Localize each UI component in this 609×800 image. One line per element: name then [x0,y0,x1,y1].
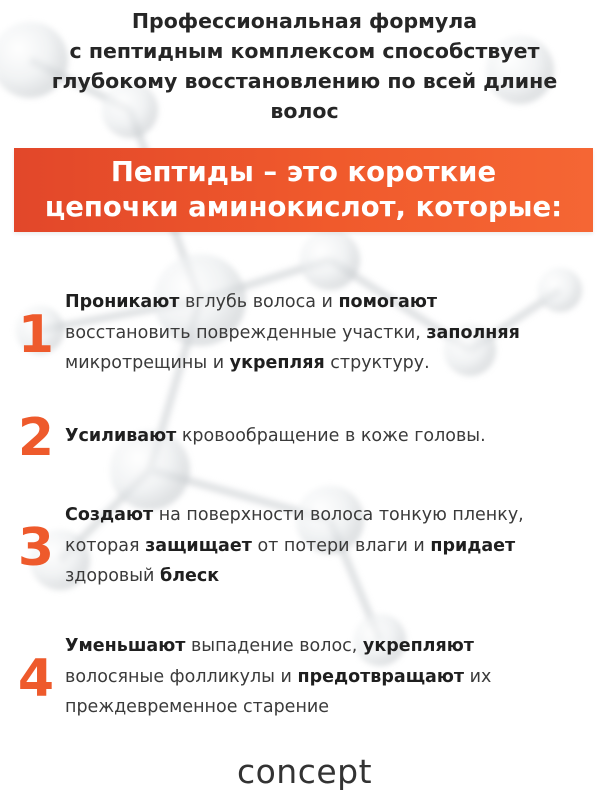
benefit-line [65,348,600,379]
benefit-text [65,500,600,592]
headline [0,6,609,126]
headline-line: Профессиональная формула [131,9,478,33]
headline-line: глубокому восстановлению по всей длине [51,69,558,93]
benefit-number: 1 [17,305,55,365]
body-text: микротрещины и [65,353,230,373]
body-text: здоровый [65,566,160,586]
emphasis-text: Уменьшают [65,636,186,656]
body-text: структуру. [324,353,430,373]
benefit-line [65,561,600,592]
concept-logo: concept [236,752,373,791]
headline-line: с пептидным комплексом способствует [69,39,540,63]
emphasis-text: укрепляя [229,353,325,373]
emphasis-text: помогают [338,292,438,312]
benefit-number: 4 [17,649,55,709]
banner-text [14,155,593,225]
benefit-text [65,421,600,452]
benefit-text [65,287,600,379]
body-text: восстановить поврежденные участки, [65,322,427,343]
body-text: на поверхности волоса тонкую пленку, [153,505,524,525]
benefit-line [65,631,600,662]
emphasis-text: Создают [65,505,154,525]
body-text: выпадение волос, [185,636,363,656]
benefit-line [65,692,600,723]
benefit-line [65,531,600,562]
emphasis-text: блеск [160,566,220,586]
body-text: их [464,666,492,687]
body-text: преждевременное старение [65,697,330,717]
benefit-line [65,662,600,693]
emphasis-text: придает [430,535,516,556]
body-text: кровообращение в коже головы. [176,426,486,446]
benefit-text [65,631,600,723]
peptides-banner [14,148,593,232]
emphasis-text: заполняя [426,322,520,343]
benefit-line [65,318,600,349]
body-text: от потери влаги и [251,535,431,556]
benefit-line [65,421,600,452]
body-text: которая [65,535,146,556]
emphasis-text: предотвращают [297,666,465,687]
emphasis-text: укрепляют [362,636,474,656]
banner-line: Пептиды – это короткие [110,156,497,188]
body-text: волосяные фолликулы и [65,666,298,687]
banner-line: цепочки аминокислот, которые: [44,191,563,223]
emphasis-text: Проникают [65,292,180,312]
emphasis-text: Усиливают [65,426,177,446]
benefit-number: 3 [17,518,55,578]
benefit-line [65,500,600,531]
body-text: вглубь волоса и [179,292,339,312]
headline-line: волос [270,99,339,123]
benefit-number: 2 [17,408,55,468]
emphasis-text: защищает [145,535,252,556]
benefit-line [65,287,600,318]
